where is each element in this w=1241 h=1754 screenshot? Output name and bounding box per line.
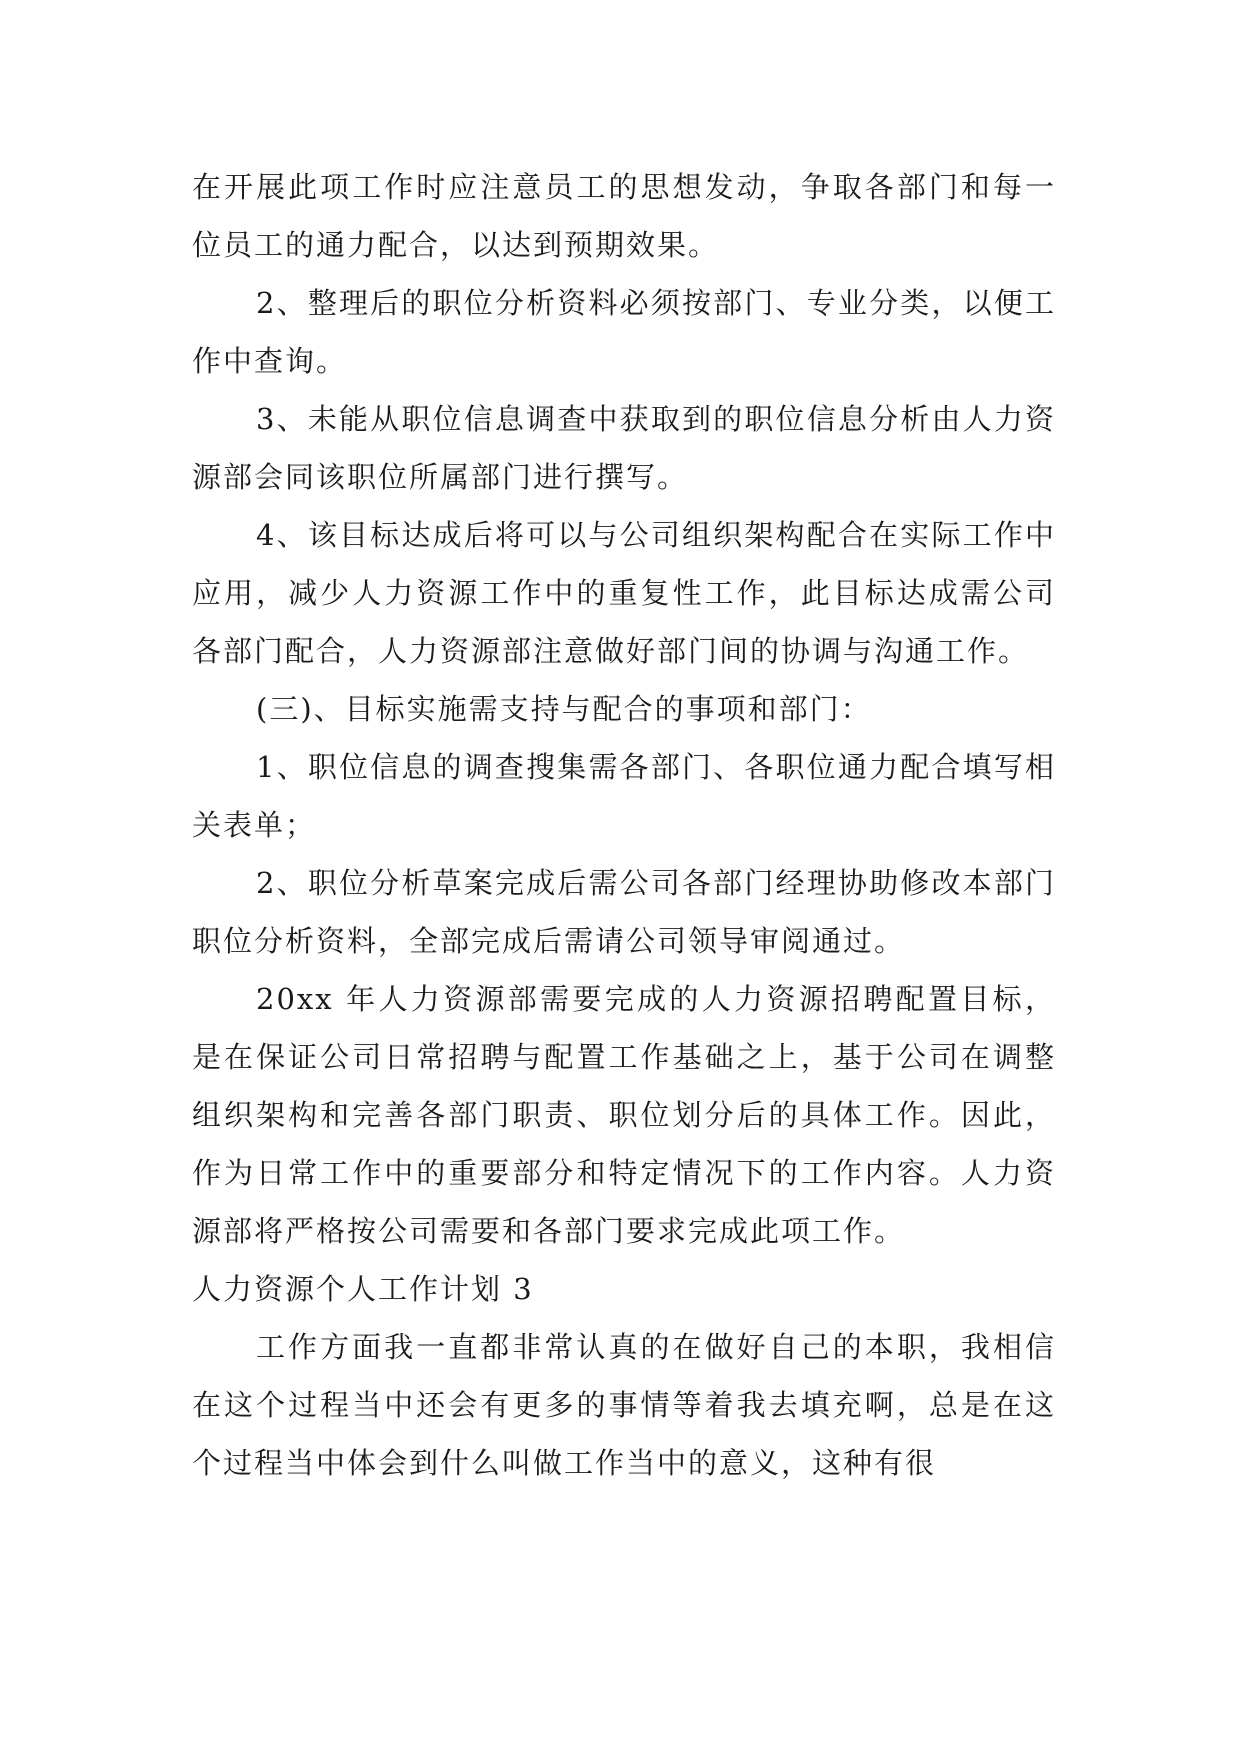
- paragraph-continuation: 在开展此项工作时应注意员工的思想发动，争取各部门和每一位员工的通力配合，以达到预期效果。: [192, 170, 1056, 262]
- document-body: [192, 158, 1056, 1492]
- paragraph-item-2: 2、整理后的职位分析资料必须按部门、专业分类，以便工作中查询。: [192, 286, 1056, 378]
- paragraph-support-item-1: 1、职位信息的调查搜集需各部门、各职位通力配合填写相关表单；: [192, 750, 1056, 842]
- paragraph-recruitment-goal: 20xx 年人力资源部需要完成的人力资源招聘配置目标，是在保证公司日常招聘与配置工作基础之上，基于公司在调整组织架构和完善各部门职责、职位划分后的具体工作。因此，作为日常工作中的重要部分和特定情况下的工作内容。人力资源部将严格按公司需要和各部门要求完成此项工作。: [192, 982, 1056, 1248]
- paragraph-item-3: 3、未能从职位信息调查中获取到的职位信息分析由人力资源部会同该职位所属部门进行撰写。: [192, 402, 1056, 494]
- paragraph-item-4: 4、该目标达成后将可以与公司组织架构配合在实际工作中应用，减少人力资源工作中的重复性工作，此目标达成需公司各部门配合，人力资源部注意做好部门间的协调与沟通工作。: [192, 518, 1056, 668]
- paragraph-support-item-2: 2、职位分析草案完成后需公司各部门经理协助修改本部门职位分析资料，全部完成后需请公司领导审阅通过。: [192, 866, 1056, 958]
- document-subtitle: 人力资源个人工作计划 3: [192, 1272, 534, 1306]
- section-heading-three: (三)、目标实施需支持与配合的事项和部门：: [256, 692, 872, 726]
- paragraph-work-reflection: 工作方面我一直都非常认真的在做好自己的本职，我相信在这个过程当中还会有更多的事情等着我去填充啊，总是在这个过程当中体会到什么叫做工作当中的意义，这种有很: [192, 1330, 1056, 1480]
